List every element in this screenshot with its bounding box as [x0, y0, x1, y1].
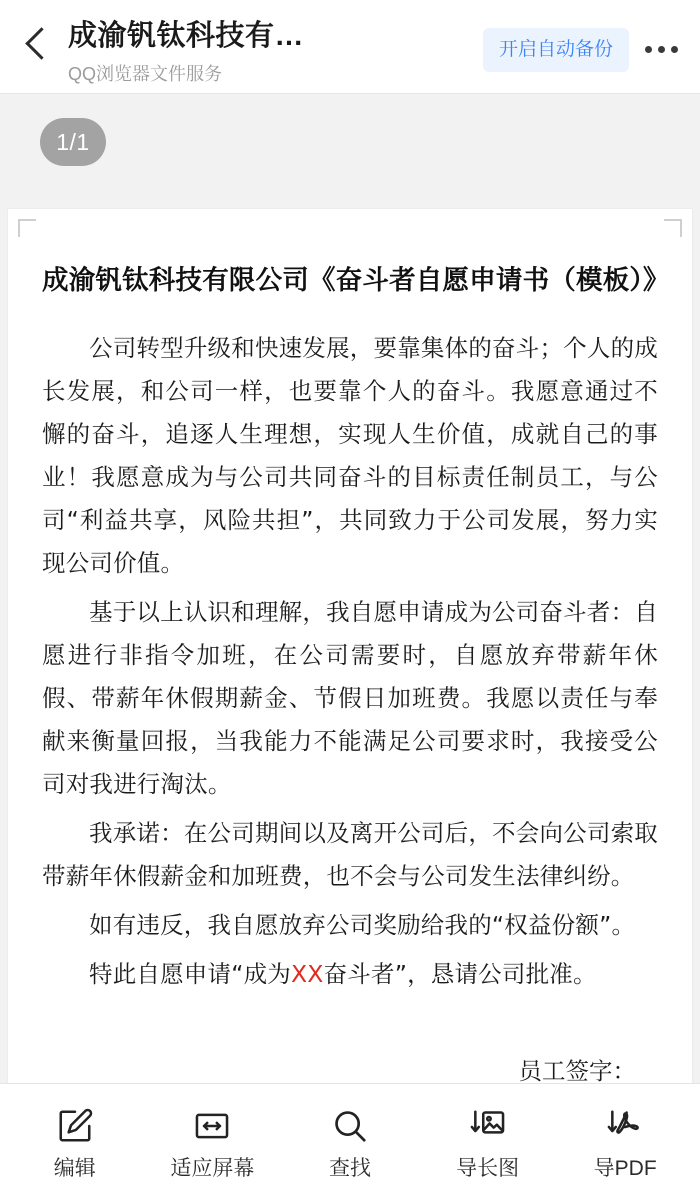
document-paragraph-final	[42, 953, 658, 996]
page-title: 成渝钒钛科技有…	[68, 20, 305, 52]
toolbar-item-edit[interactable]	[9, 1105, 141, 1181]
page-corner-marker	[664, 219, 682, 237]
document-paragraph: 我承诺：在公司期间以及离开公司后，不会向公司索取带薪年休假薪金和加班费，也不会与公司发生法律纠纷。	[42, 819, 658, 890]
more-horizontal-icon-dot	[645, 46, 652, 53]
edit-icon	[54, 1105, 96, 1147]
page-indicator: 1/1	[40, 118, 106, 166]
document-paragraph: 如有违反，我自愿放弃公司奖励给我的“权益份额”。	[89, 911, 636, 939]
more-horizontal-icon-dot	[671, 46, 678, 53]
document-page	[8, 209, 692, 1083]
toolbar-label: 查找	[328, 1156, 371, 1180]
toolbar-label: 导PDF	[593, 1156, 657, 1180]
back-button[interactable]	[18, 14, 64, 72]
toolbar-item-export-pdf[interactable]	[559, 1105, 691, 1181]
document-paragraph: 基于以上认识和理解，我自愿申请成为公司奋斗者：自愿进行非指令加班，在公司需要时，自愿放弃带薪年休假、带薪年休假期薪金、节假日加班费。我愿以责任与奉献来衡量回报，当我能力不能满足公司要求时，我接受公司对我进行淘汰。	[42, 598, 658, 798]
title-block	[68, 14, 483, 86]
signature-employee-line: 员工签字：	[518, 1057, 636, 1083]
document-scroll-area[interactable]	[0, 94, 700, 1083]
export-pdf-icon	[604, 1105, 646, 1147]
more-options-button[interactable]	[645, 34, 678, 64]
chevron-left-icon	[25, 27, 58, 60]
page-corner-marker	[18, 219, 36, 237]
final-line-highlight: XX	[290, 960, 324, 988]
toolbar-label: 适应屏幕	[170, 1156, 255, 1180]
toolbar-item-export-longimage[interactable]	[422, 1105, 554, 1181]
document-paragraph: 公司转型升级和快速发展，要靠集体的奋斗；个人的成长发展，和公司一样，也要靠个人的奋斗。我愿意通过不懈的奋斗，追逐人生理想，实现人生价值，成就自己的事业！我愿意成为与公司共同奋斗的目标责任制员工，与公司“利益共享，风险共担”，共同致力于公司发展，努力实现公司价值。	[42, 334, 658, 577]
toolbar-item-search[interactable]	[284, 1105, 416, 1181]
final-line-prefix: 特此自愿申请“成为	[89, 960, 291, 988]
fit-screen-icon	[191, 1105, 233, 1147]
toolbar-item-fit-screen[interactable]	[146, 1105, 278, 1181]
signature-block	[42, 1048, 658, 1083]
toolbar-label: 导长图	[456, 1156, 520, 1180]
auto-backup-button[interactable]: 开启自动备份	[483, 28, 629, 72]
more-horizontal-icon-dot	[658, 46, 665, 53]
search-icon	[329, 1105, 371, 1147]
toolbar-label: 编辑	[53, 1156, 96, 1180]
page-subtitle: QQ浏览器文件服务	[68, 64, 223, 84]
final-line-suffix: 奋斗者”，恳请公司批准。	[323, 960, 597, 988]
export-longimage-icon	[467, 1105, 509, 1147]
bottom-toolbar	[0, 1083, 700, 1201]
document-heading: 成渝钒钛科技有限公司《奋斗者自愿申请书（模板）》	[42, 265, 670, 296]
app-header	[0, 0, 700, 94]
